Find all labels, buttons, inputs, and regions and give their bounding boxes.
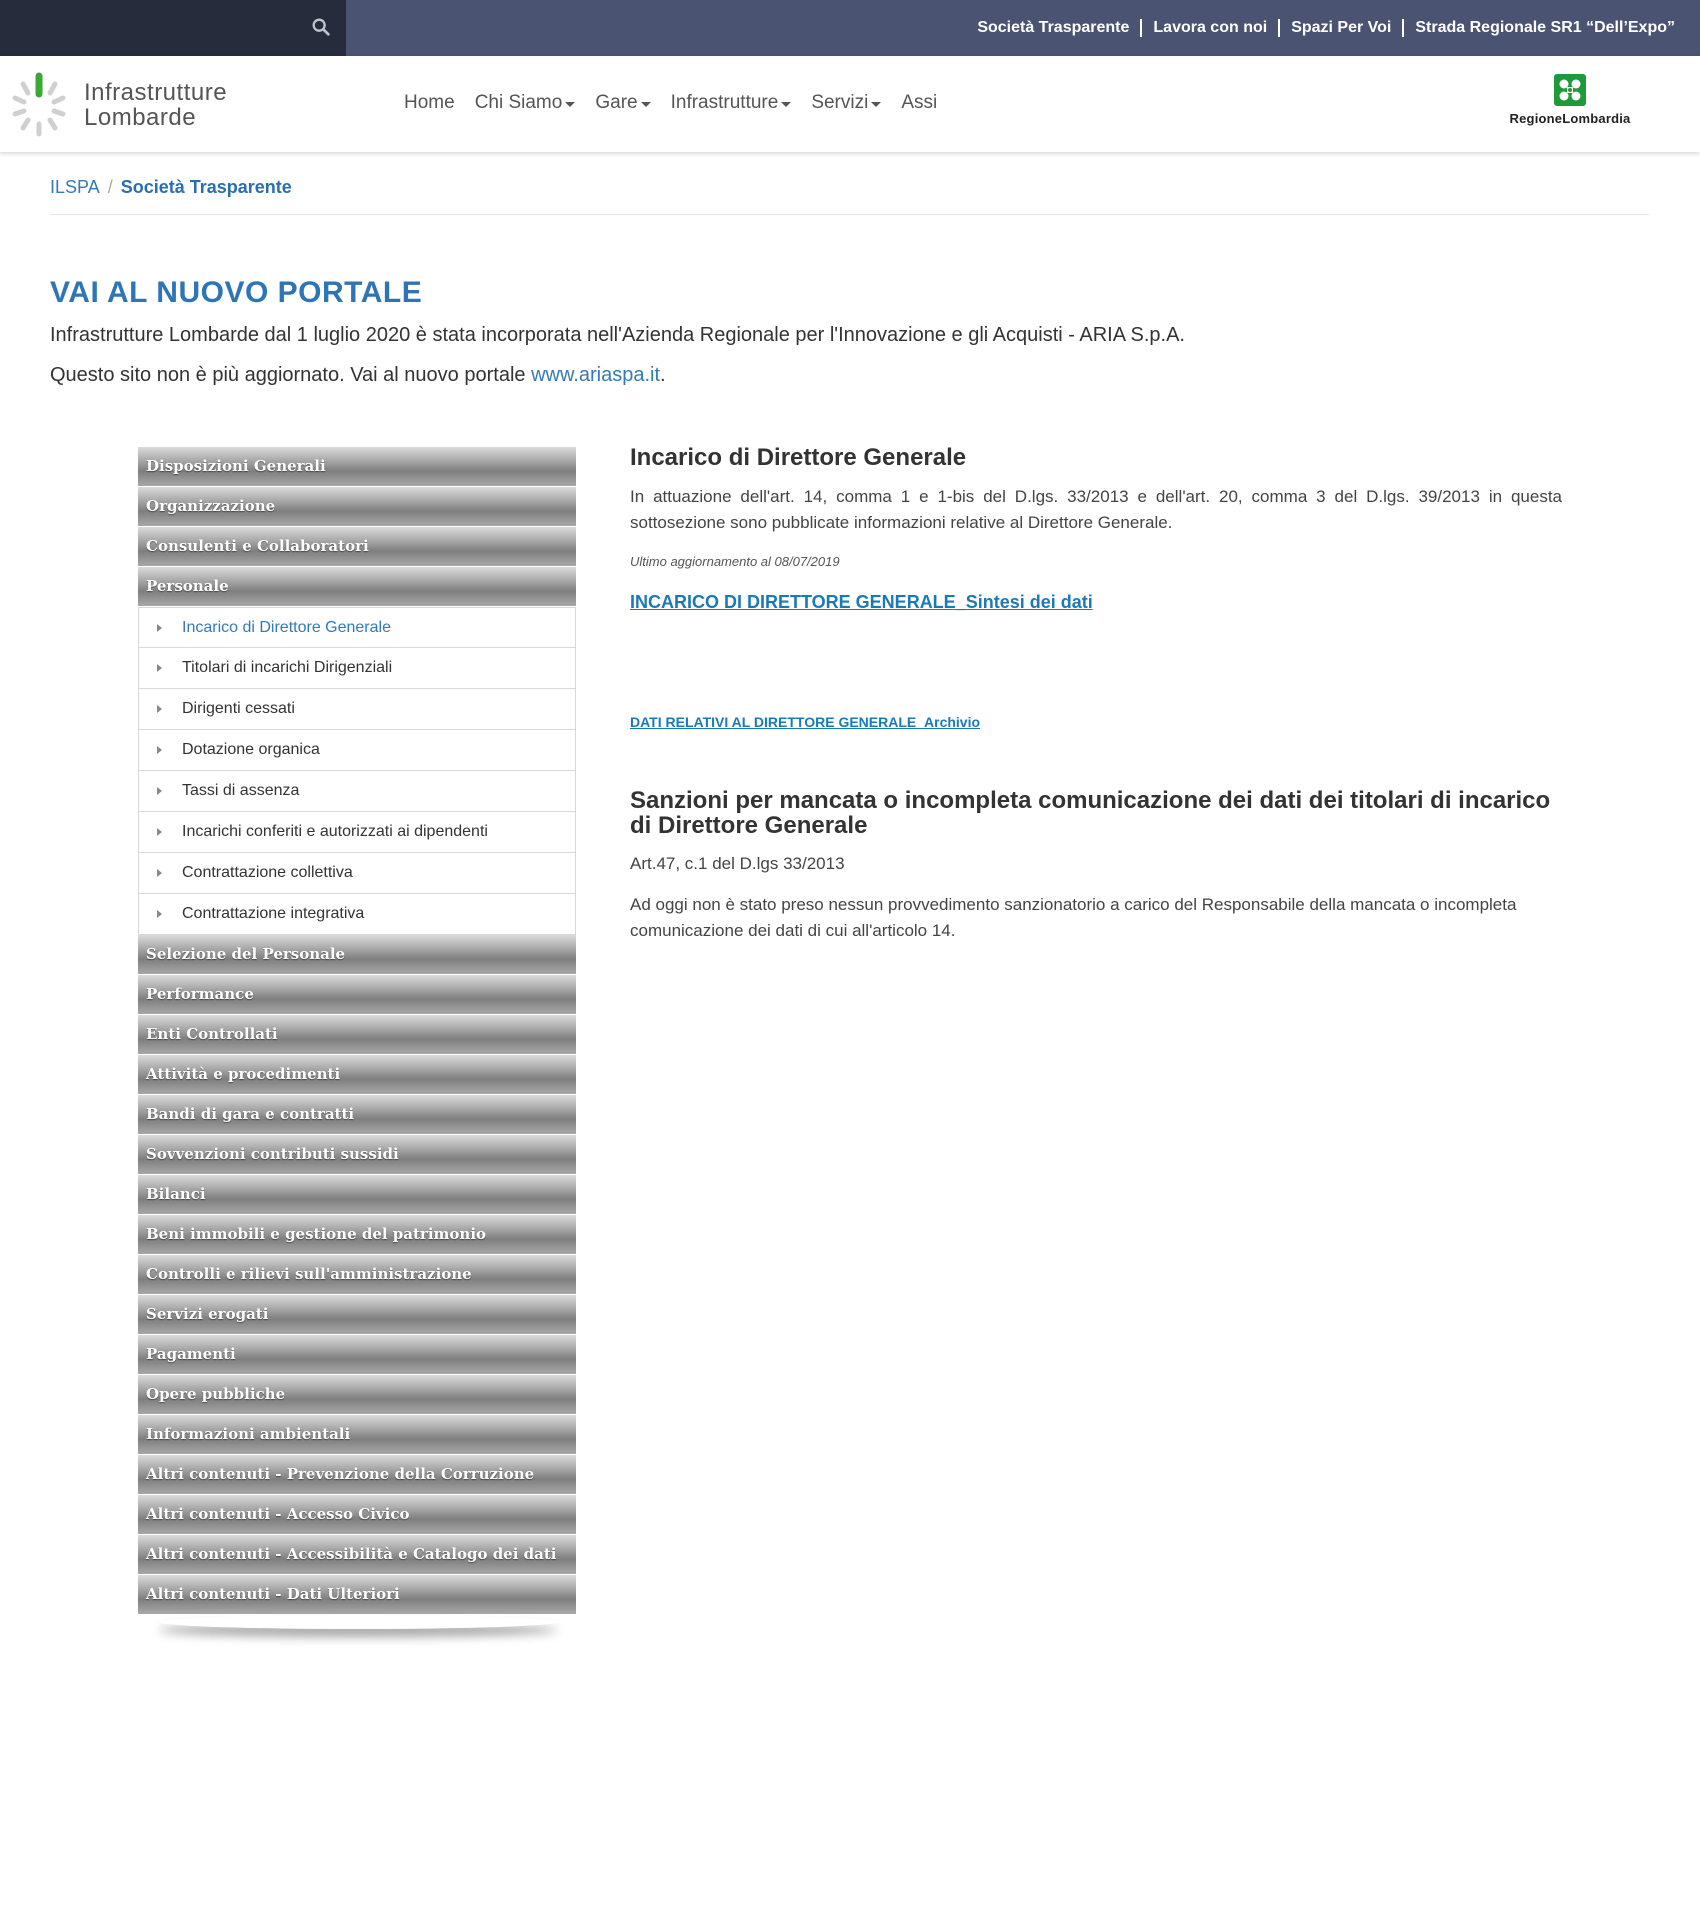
sanctions-title: Sanzioni per mancata o incompleta comunicazione dei dati dei titolari di incarico di Direttore Generale <box>630 787 1551 839</box>
sidebar-subitem-label: Incarichi conferiti e autorizzati ai dipendenti <box>182 823 488 840</box>
logo-text[interactable] <box>84 80 227 130</box>
sidebar-section[interactable]: Bilanci <box>138 1175 576 1215</box>
sidebar-subitem[interactable] <box>138 730 576 771</box>
sidebar-section[interactable]: Selezione del Personale <box>138 935 576 975</box>
top-links <box>966 0 1686 56</box>
triangle-right-icon <box>157 828 162 836</box>
site-header <box>0 56 1700 152</box>
sidebar-section-personale[interactable]: Personale <box>138 567 576 607</box>
aria-portal-link[interactable]: www.ariaspa.it <box>531 364 661 386</box>
sidebar-section[interactable]: Organizzazione <box>138 487 576 527</box>
sidebar-section[interactable]: Disposizioni Generali <box>138 447 576 487</box>
sidebar-section[interactable]: Performance <box>138 975 576 1015</box>
sidebar-subitem-label: Contrattazione integrativa <box>182 905 365 922</box>
triangle-right-icon <box>157 910 162 918</box>
sanctions-reference: Art.47, c.1 del D.lgs 33/2013 <box>630 854 845 873</box>
nav-infrastrutture[interactable] <box>671 92 792 114</box>
logo-line-1: Infrastrutture <box>84 79 228 106</box>
sidebar-subitem-active[interactable] <box>138 607 576 648</box>
breadcrumb-home[interactable]: ILSPA <box>50 177 100 197</box>
sidebar-section[interactable]: Informazioni ambientali <box>138 1415 576 1455</box>
top-link-strada-regionale[interactable]: Strada Regionale SR1 “Dell’Expo” <box>1415 19 1675 36</box>
nav-servizi[interactable] <box>811 92 881 114</box>
page-title: Incarico di Direttore Generale <box>630 444 967 471</box>
caret-down-icon <box>565 102 575 107</box>
sidebar-section[interactable]: Enti Controllati <box>138 1015 576 1055</box>
sidebar-subitem-label: Incarico di Direttore Generale <box>182 619 391 636</box>
sanctions-text: Ad oggi non è stato preso nessun provvedimento sanzionatorio a carico del Responsabile della mancata o incompleta comunicazione dei dati di cui all'articolo 14. <box>630 895 1517 940</box>
sidebar-section[interactable]: Controlli e rilievi sull'amministrazione <box>138 1255 576 1295</box>
search-box[interactable] <box>0 0 346 56</box>
nav-assi[interactable] <box>901 92 937 114</box>
sidebar-shadow <box>158 1615 558 1629</box>
nav-label: Assi <box>901 92 938 113</box>
sidebar-subitem-label: Dotazione organica <box>182 741 320 758</box>
triangle-right-icon <box>157 664 162 672</box>
nav-label: Chi Siamo <box>474 92 563 113</box>
sidebar-subitem[interactable] <box>138 894 576 935</box>
notice-text: Infrastrutture Lombarde dal 1 luglio 2020 è stata incorporata nell'Azienda Regionale per l'Innovazione e gli Acquisti - ARIA S.p.A. <box>50 324 1185 346</box>
sidebar-section[interactable]: Altri contenuti - Dati Ulteriori <box>138 1575 576 1615</box>
nav-label: Home <box>404 92 455 113</box>
sidebar-subitem[interactable] <box>138 648 576 689</box>
sidebar-section[interactable]: Altri contenuti - Accesso Civico <box>138 1495 576 1535</box>
triangle-right-icon <box>157 705 162 713</box>
sidebar-section[interactable]: Sovvenzioni contributi sussidi <box>138 1135 576 1175</box>
sidebar-section[interactable]: Attività e procedimenti <box>138 1055 576 1095</box>
notice-text-2 <box>50 364 666 387</box>
top-link-lavora-con-noi[interactable]: Lavora con noi <box>1153 19 1268 36</box>
archivio-link[interactable]: DATI RELATIVI AL DIRETTORE GENERALE_Archivio <box>630 714 981 730</box>
sidebar-section[interactable]: Beni immobili e gestione del patrimonio <box>138 1215 576 1255</box>
breadcrumb-current[interactable]: Società Trasparente <box>120 177 292 197</box>
breadcrumb-separator: / <box>107 177 113 197</box>
sintesi-dati-link[interactable]: INCARICO DI DIRETTORE GENERALE_Sintesi dei dati <box>630 592 1093 612</box>
sidebar-section[interactable]: Pagamenti <box>138 1335 576 1375</box>
nav-gare[interactable] <box>595 92 650 114</box>
regione-lombardia-rose-icon <box>1554 74 1586 106</box>
caret-down-icon <box>781 102 791 107</box>
nav-label: Servizi <box>811 92 869 113</box>
sidebar-subitem-label: Dirigenti cessati <box>182 700 295 717</box>
sidebar-section[interactable]: Opere pubbliche <box>138 1375 576 1415</box>
top-bar <box>0 0 1700 56</box>
sidebar-section[interactable]: Bandi di gara e contratti <box>138 1095 576 1135</box>
sidebar-subitem[interactable] <box>138 689 576 730</box>
sidebar-section[interactable]: Altri contenuti - Prevenzione della Corruzione <box>138 1455 576 1495</box>
sidebar-section[interactable]: Servizi erogati <box>138 1295 576 1335</box>
sidebar-subitem[interactable] <box>138 771 576 812</box>
notice-title: VAI AL NUOVO PORTALE <box>50 276 423 309</box>
main-nav <box>394 92 947 114</box>
notice-text-2-end: . <box>660 364 666 386</box>
nav-chi-siamo[interactable] <box>475 92 576 114</box>
notice-text-2-body: Questo sito non è più aggiornato. Vai al nuovo portale <box>50 364 532 386</box>
regione-lombardia-logo[interactable] <box>1500 74 1640 134</box>
sidebar-section[interactable]: Consulenti e Collaboratori <box>138 527 576 567</box>
triangle-right-icon <box>157 787 162 795</box>
triangle-right-icon <box>157 746 162 754</box>
sidebar-subitem-label: Contrattazione collettiva <box>182 864 353 881</box>
sidebar-subitem-label: Tassi di assenza <box>182 782 300 799</box>
regione-lombardia-label: RegioneLombardia <box>1509 111 1631 126</box>
nav-home[interactable] <box>404 92 455 114</box>
triangle-right-icon <box>157 869 162 877</box>
trasparenza-sidebar-menu <box>138 447 576 1615</box>
sidebar-subitem-label: Titolari di incarichi Dirigenziali <box>182 659 393 676</box>
sidebar-subitem[interactable] <box>138 812 576 853</box>
caret-down-icon <box>641 102 651 107</box>
caret-down-icon <box>871 102 881 107</box>
nav-label: Infrastrutture <box>670 92 779 113</box>
infrastrutture-lombarde-logo-icon[interactable] <box>6 68 72 140</box>
breadcrumb <box>50 177 292 198</box>
nav-label: Gare <box>595 92 638 113</box>
divider <box>50 214 1650 215</box>
logo-line-2: Lombarde <box>84 104 197 131</box>
triangle-right-icon <box>157 624 162 632</box>
top-link-societa-trasparente[interactable]: Società Trasparente <box>977 19 1130 36</box>
top-link-spazi-per-voi[interactable]: Spazi Per Voi <box>1291 19 1392 36</box>
last-updated: Ultimo aggiornamento al 08/07/2019 <box>630 554 840 569</box>
sidebar-subitem[interactable] <box>138 853 576 894</box>
search-icon[interactable] <box>310 16 332 38</box>
sidebar-section[interactable]: Altri contenuti - Accessibilità e Catalogo dei dati <box>138 1535 576 1575</box>
intro-text: In attuazione dell'art. 14, comma 1 e 1-bis del D.lgs. 33/2013 e dell'art. 20, comma 3 del D.lgs. 39/2013 in questa sottosezione sono pubblicate informazioni relative al Direttore Generale. <box>630 487 1562 532</box>
